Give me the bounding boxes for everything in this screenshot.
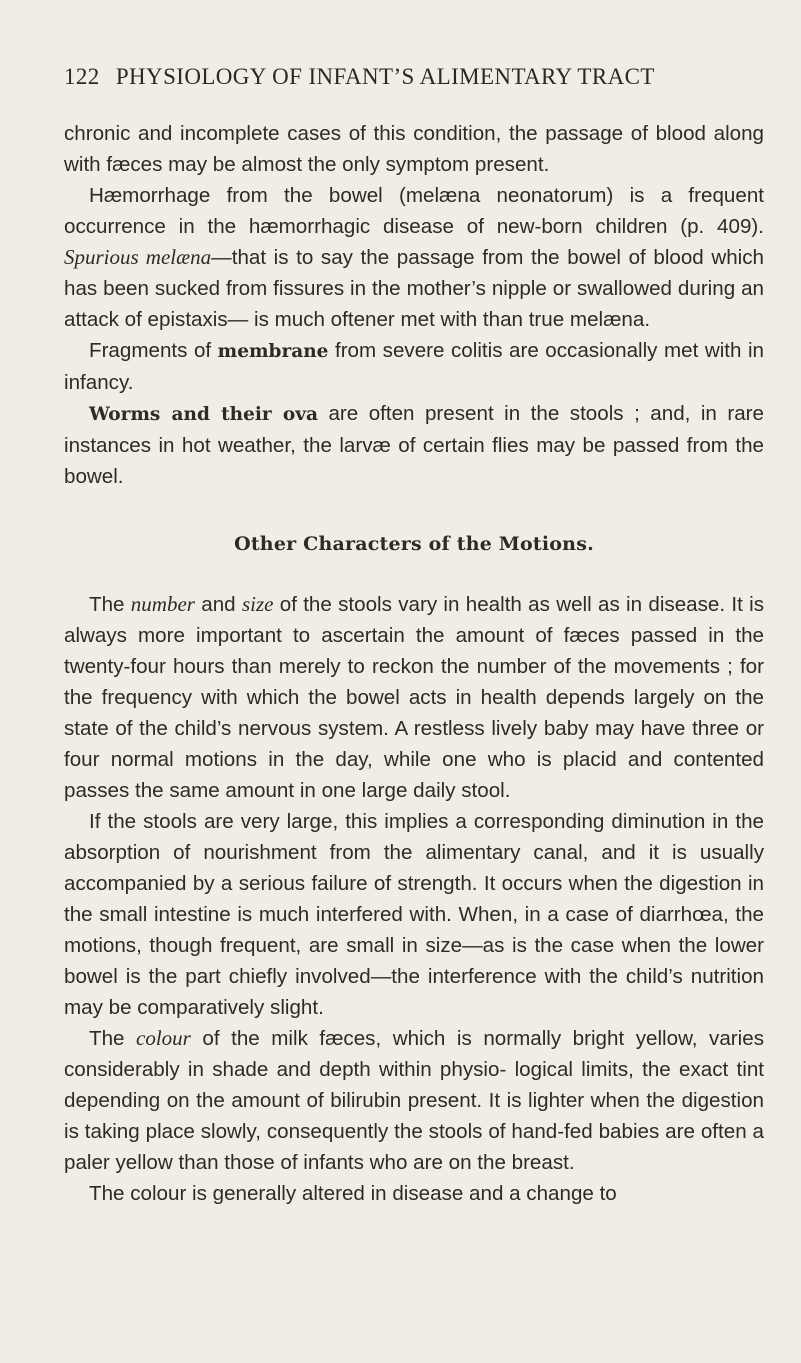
italic-term: Spurious melæna: [64, 245, 212, 269]
paragraph-text: are often present in the stools ; and, in rare instances in hot weather, the larvæ of certain flies may be passed from the bowel.: [64, 402, 764, 488]
paragraph-text: of the milk fæces, which is normally bright yellow, varies considerably in shade and depth within physio- logical limits, the exact tint depending on the amount of bilirubin present. It is lighter when the digestion is taking place slowly, consequently the stools of hand-fed babies are often a paler yellow than those of infants who are on the breast.: [64, 1027, 764, 1174]
paragraph-text: The colour is generally altered in disease and a change to: [89, 1182, 617, 1205]
page-number: 122: [64, 64, 100, 89]
paragraph: [64, 806, 764, 1023]
section-heading: Other Characters of the Motions.: [234, 533, 594, 555]
paragraph-text: The: [89, 1027, 137, 1050]
italic-term: colour: [136, 1026, 191, 1050]
italic-term: size: [241, 592, 274, 616]
paragraph: [64, 1178, 764, 1209]
body-text: [64, 118, 764, 1209]
paragraph-text: Hæmorrhage from the bowel (melæna neonatorum) is a frequent occurrence in the hæmorrhagic disease of new-born children (p. 409).: [64, 184, 764, 238]
paragraph-text: The: [89, 593, 131, 616]
paragraph-text: Fragments of: [89, 339, 218, 362]
paragraph: [64, 335, 764, 398]
italic-term: number: [130, 592, 195, 616]
paragraph-text: from severe colitis are occasionally met with in infancy.: [64, 339, 764, 394]
paragraph: [64, 180, 764, 335]
paragraph-text: chronic and incomplete cases of this condition, the passage of blood along with fæces may be almost the only symptom present.: [64, 122, 764, 176]
running-head: [64, 64, 764, 90]
paragraph: [64, 589, 764, 806]
paragraph-text: If the stools are very large, this implies a corresponding diminution in the absorption of nourishment from the alimentary canal, and it is usually accompanied by a serious failure of strength. It occurs when the digestion in the small intestine is much interfered with. When, in a case of diarrhœa, the motions, though frequent, are small in size—as is the case when the lower bowel is the part chiefly involved—the interference with the child’s nutrition may be comparatively slight.: [64, 810, 764, 1019]
paragraph: [64, 398, 764, 492]
bold-term: Worms and their ova: [89, 404, 318, 425]
running-title: PHYSIOLOGY OF INFANT’S ALIMENTARY TRACT: [115, 64, 655, 89]
paragraph: [64, 1023, 764, 1178]
paragraph-text: and: [194, 593, 242, 616]
paragraph: [64, 118, 764, 180]
paragraph-text: of the stools vary in health as well as in disease. It is always more important to ascertain the amount of fæces passed in the twenty-four hours than merely to reckon the number of the movements ; for the frequency with which the bowel acts in health depends largely on the state of the child’s nervous system. A restless lively baby may have three or four normal motions in the day, while one who is placid and contented passes the same amount in one large daily stool.: [64, 593, 764, 802]
bold-term: membrane: [217, 341, 329, 362]
paragraph-text: —that is to say the passage from the bowel of blood which has been sucked from fissures in the mother’s nipple or swallowed during an attack of epistaxis— is much oftener met with than true melæna.: [64, 246, 764, 331]
